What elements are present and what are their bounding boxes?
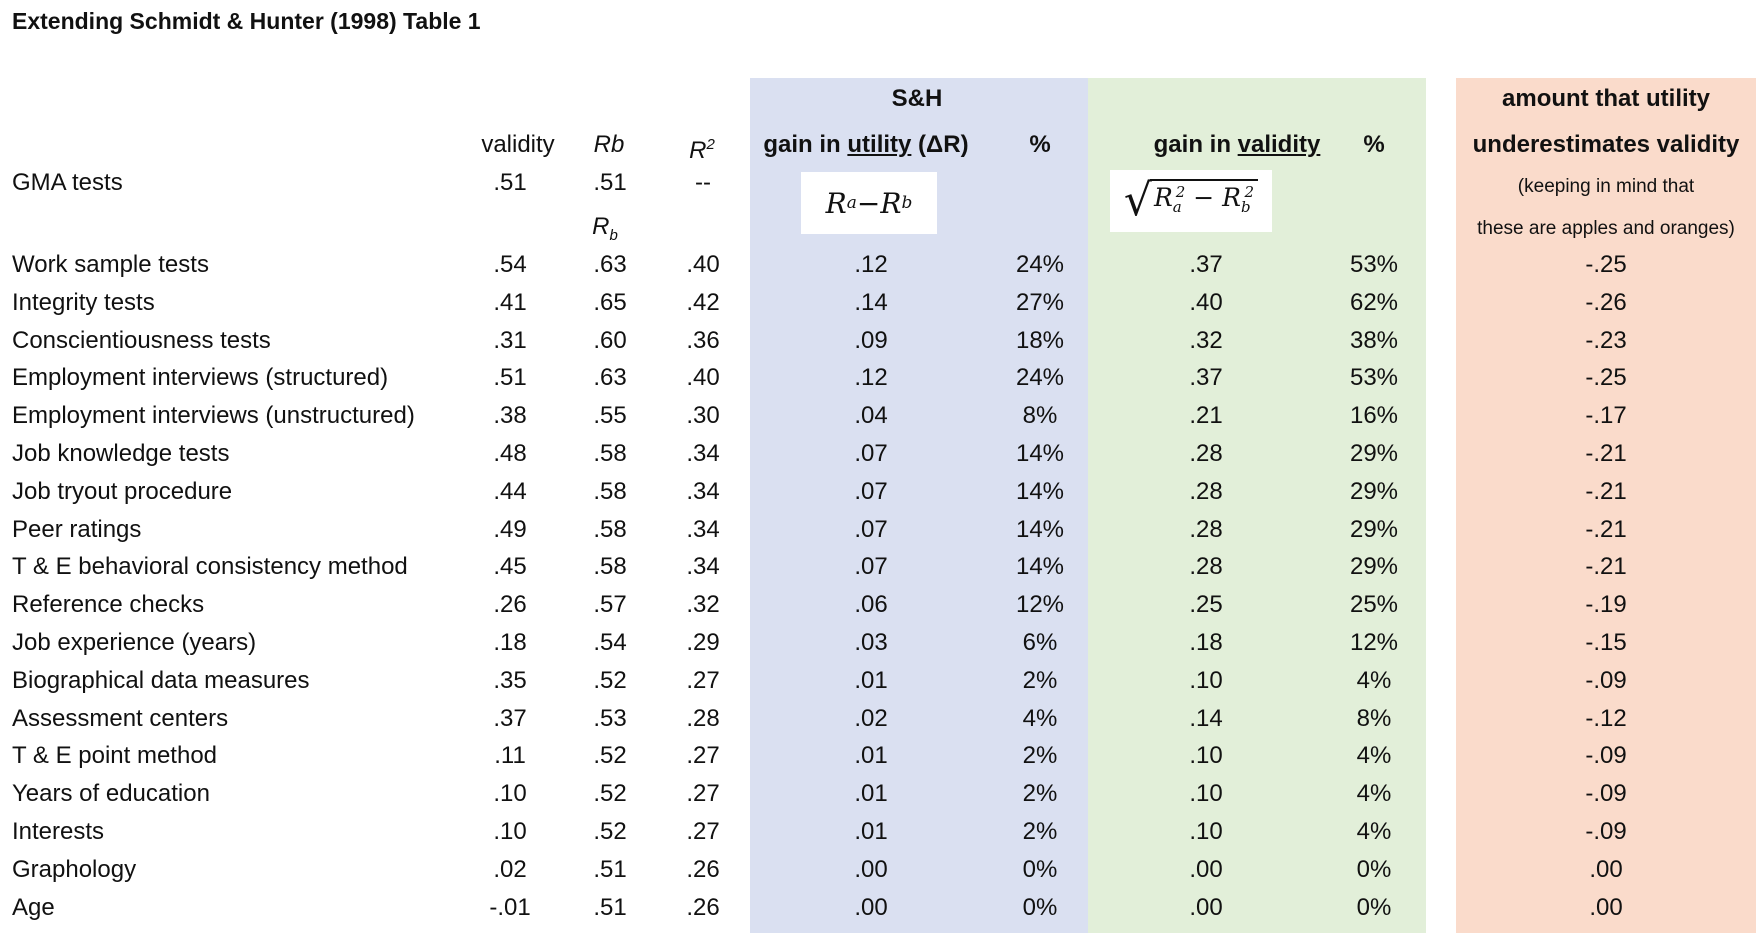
row-utility-gain: .07 [854,477,888,505]
row-rb: .51 [593,855,627,883]
row-label: Graphology [12,855,137,883]
gma-validity: .51 [493,169,527,196]
row-utility-pct: 14% [1015,440,1065,467]
row-rb: .52 [593,780,627,808]
row-validity-pct: 53% [1349,364,1399,392]
row-validity-gain: .28 [1189,477,1223,505]
row-rb: .53 [593,704,627,732]
row-validity: .48 [493,440,527,467]
row-underestimate: -.21 [1585,440,1627,467]
validity-pct-header: % [1363,131,1385,158]
row-label: Work sample tests [12,251,209,278]
row-underestimate: -.23 [1585,326,1627,354]
row-utility-pct: 24% [1015,364,1065,392]
gma-label: GMA tests [12,169,123,196]
row-label: T & E point method [12,742,218,770]
gma-rb-note: $R_b$ [592,213,618,244]
row-r2: .27 [686,818,720,845]
row-validity-pct: 4% [1356,780,1392,808]
row-validity: .10 [493,780,527,808]
row-utility-gain: .06 [854,591,888,619]
row-validity-gain: .00 [1189,893,1223,921]
row-validity-gain: .28 [1189,515,1223,543]
row-underestimate: -.21 [1585,553,1627,581]
row-utility-gain: .12 [854,251,888,278]
r2-column-header: $R^2$ [689,136,715,164]
row-validity: .11 [494,742,526,770]
row-utility-gain: .01 [854,780,888,808]
row-validity-gain: .10 [1189,818,1223,845]
row-utility-gain: .00 [854,893,888,921]
row-validity-pct: 53% [1349,251,1399,278]
row-r2: .42 [686,288,720,316]
utility-pct-header: % [1029,131,1051,158]
row-underestimate: -.09 [1585,780,1627,808]
row-r2: .29 [686,629,720,656]
row-underestimate: .00 [1589,855,1623,883]
row-utility-pct: 12% [1015,591,1065,619]
row-rb: .58 [593,440,627,467]
square-root-icon: √ $R_a^2 - R_b^2$ [1124,179,1258,223]
row-utility-pct: 18% [1015,326,1065,354]
row-validity: .26 [493,591,527,619]
row-validity-pct: 38% [1349,326,1399,354]
row-r2: .26 [686,855,720,883]
row-rb: .52 [593,742,627,770]
row-validity: .18 [493,629,527,656]
row-rb: .55 [593,402,627,430]
row-label: Reference checks [12,591,205,619]
row-underestimate: -.26 [1585,288,1627,316]
row-rb: .57 [593,591,627,619]
row-utility-pct: 4% [1022,704,1058,732]
row-utility-pct: 24% [1015,251,1065,278]
row-r2: .40 [686,251,720,278]
page-title: Extending Schmidt & Hunter (1998) Table 1 [12,8,481,34]
row-validity-gain: .10 [1189,780,1223,808]
row-label: T & E behavioral consistency method [12,553,408,581]
row-utility-gain: .01 [854,742,888,770]
row-validity-gain: .10 [1189,742,1223,770]
gma-rb: .51 [593,169,627,196]
row-validity-gain: .32 [1189,326,1223,354]
row-rb: .54 [593,629,627,656]
row-r2: .34 [686,553,720,581]
row-validity-pct: 4% [1356,666,1392,694]
row-validity-pct: 29% [1349,553,1399,581]
row-label: Assessment centers [12,704,229,732]
row-underestimate: -.15 [1585,629,1627,656]
row-validity-pct: 4% [1356,818,1392,845]
row-label: Job knowledge tests [12,440,230,467]
row-validity-pct: 8% [1356,704,1392,732]
row-underestimate: -.25 [1585,251,1627,278]
row-validity-gain: .00 [1189,855,1223,883]
sh-group-header: S&H [891,85,943,112]
row-label: Years of education [12,780,210,808]
row-validity-pct: 0% [1356,855,1392,883]
row-utility-gain: .09 [854,326,888,354]
row-r2: .26 [686,893,720,921]
note-line1: (keeping in mind that [1517,176,1695,197]
row-validity: .49 [493,515,527,543]
row-label: Conscientiousness tests [12,326,271,354]
row-rb: .58 [593,515,627,543]
row-utility-pct: 27% [1015,288,1065,316]
gma-r2: -- [695,169,711,196]
row-r2: .34 [686,477,720,505]
row-underestimate: -.25 [1585,364,1627,392]
row-utility-gain: .07 [854,553,888,581]
row-validity-gain: .37 [1189,364,1223,392]
row-validity: .31 [493,326,527,354]
row-validity-pct: 25% [1349,591,1399,619]
row-validity: .54 [493,251,527,278]
row-r2: .40 [686,364,720,392]
row-r2: .27 [686,780,720,808]
row-utility-gain: .07 [854,440,888,467]
row-validity-pct: 0% [1356,893,1392,921]
underestimate-header-line2: underestimates validity [1472,131,1740,158]
row-underestimate: -.09 [1585,666,1627,694]
row-utility-pct: 2% [1022,818,1058,845]
row-utility-gain: .07 [854,515,888,543]
row-r2: .28 [686,704,720,732]
row-validity-pct: 16% [1349,402,1399,430]
row-validity-gain: .37 [1189,251,1223,278]
row-label: Biographical data measures [12,666,310,694]
row-validity: .41 [493,288,527,316]
row-utility-pct: 14% [1015,553,1065,581]
row-rb: .60 [593,326,627,354]
row-underestimate: -.21 [1585,515,1627,543]
row-validity-gain: .40 [1189,288,1223,316]
row-label: Peer ratings [12,515,142,543]
row-rb: .63 [593,251,627,278]
row-utility-gain: .01 [854,818,888,845]
row-utility-gain: .12 [854,364,888,392]
row-validity: .02 [493,855,527,883]
row-utility-gain: .01 [854,666,888,694]
rb-column-header: Rb [593,131,625,158]
row-utility-gain: .03 [854,629,888,656]
row-validity: .37 [493,704,527,732]
row-utility-pct: 8% [1022,402,1058,430]
row-rb: .52 [593,818,627,845]
row-label: Employment interviews (structured) [12,364,389,392]
validity-gain-header: gain in validity [1153,131,1321,158]
row-validity: .44 [493,477,527,505]
row-utility-pct: 0% [1022,855,1058,883]
row-validity: -.01 [489,893,531,921]
row-utility-gain: .14 [854,288,888,316]
row-underestimate: -.12 [1585,704,1627,732]
row-r2: .27 [686,666,720,694]
underestimate-header-line1: amount that utility [1502,85,1710,112]
row-utility-gain: .02 [854,704,888,732]
row-validity-gain: .14 [1189,704,1223,732]
row-underestimate: -.19 [1585,591,1627,619]
row-rb: .58 [593,477,627,505]
row-rb: .52 [593,666,627,694]
row-validity-pct: 62% [1349,288,1399,316]
row-underestimate: .00 [1589,893,1623,921]
row-validity: .45 [493,553,527,581]
row-validity-gain: .25 [1189,591,1223,619]
row-validity-gain: .10 [1189,666,1223,694]
row-underestimate: -.17 [1585,402,1627,430]
row-utility-pct: 2% [1022,742,1058,770]
row-validity: .35 [493,666,527,694]
row-utility-pct: 6% [1022,629,1058,656]
row-underestimate: -.09 [1585,742,1627,770]
row-validity: .51 [493,364,527,392]
row-utility-pct: 0% [1022,893,1058,921]
row-r2: .34 [686,440,720,467]
row-utility-pct: 2% [1022,666,1058,694]
validity-gain-formula [1110,170,1272,232]
row-r2: .30 [686,402,720,430]
row-r2: .32 [686,591,720,619]
row-validity: .38 [493,402,527,430]
row-label: Job tryout procedure [12,477,233,505]
utility-gain-formula: R a − R b [801,172,937,234]
row-validity-pct: 29% [1349,515,1399,543]
row-validity-gain: .28 [1189,440,1223,467]
row-label: Interests [12,818,105,845]
row-validity-pct: 29% [1349,440,1399,467]
row-r2: .27 [686,742,720,770]
row-rb: .65 [593,288,627,316]
row-utility-gain: .00 [854,855,888,883]
row-validity-pct: 4% [1356,742,1392,770]
row-validity-pct: 12% [1349,629,1399,656]
row-validity-gain: .21 [1189,402,1223,430]
row-label: Integrity tests [12,288,155,316]
row-rb: .63 [593,364,627,392]
row-utility-pct: 14% [1015,515,1065,543]
row-label: Job experience (years) [12,629,257,656]
row-rb: .58 [593,553,627,581]
row-utility-pct: 14% [1015,477,1065,505]
row-utility-gain: .04 [854,402,888,430]
row-label: Age [12,893,55,921]
row-utility-pct: 2% [1022,780,1058,808]
row-label: Employment interviews (unstructured) [12,402,415,430]
row-validity-gain: .28 [1189,553,1223,581]
note-line2: these are apples and oranges) [1477,218,1735,239]
row-r2: .36 [686,326,720,354]
row-r2: .34 [686,515,720,543]
row-underestimate: -.09 [1585,818,1627,845]
row-validity-pct: 29% [1349,477,1399,505]
row-rb: .51 [593,893,627,921]
validity-column-header: validity [481,131,555,158]
utility-gain-header: gain in utility (ΔR) [763,131,969,158]
row-validity-gain: .18 [1189,629,1223,656]
row-validity: .10 [493,818,527,845]
row-underestimate: -.21 [1585,477,1627,505]
